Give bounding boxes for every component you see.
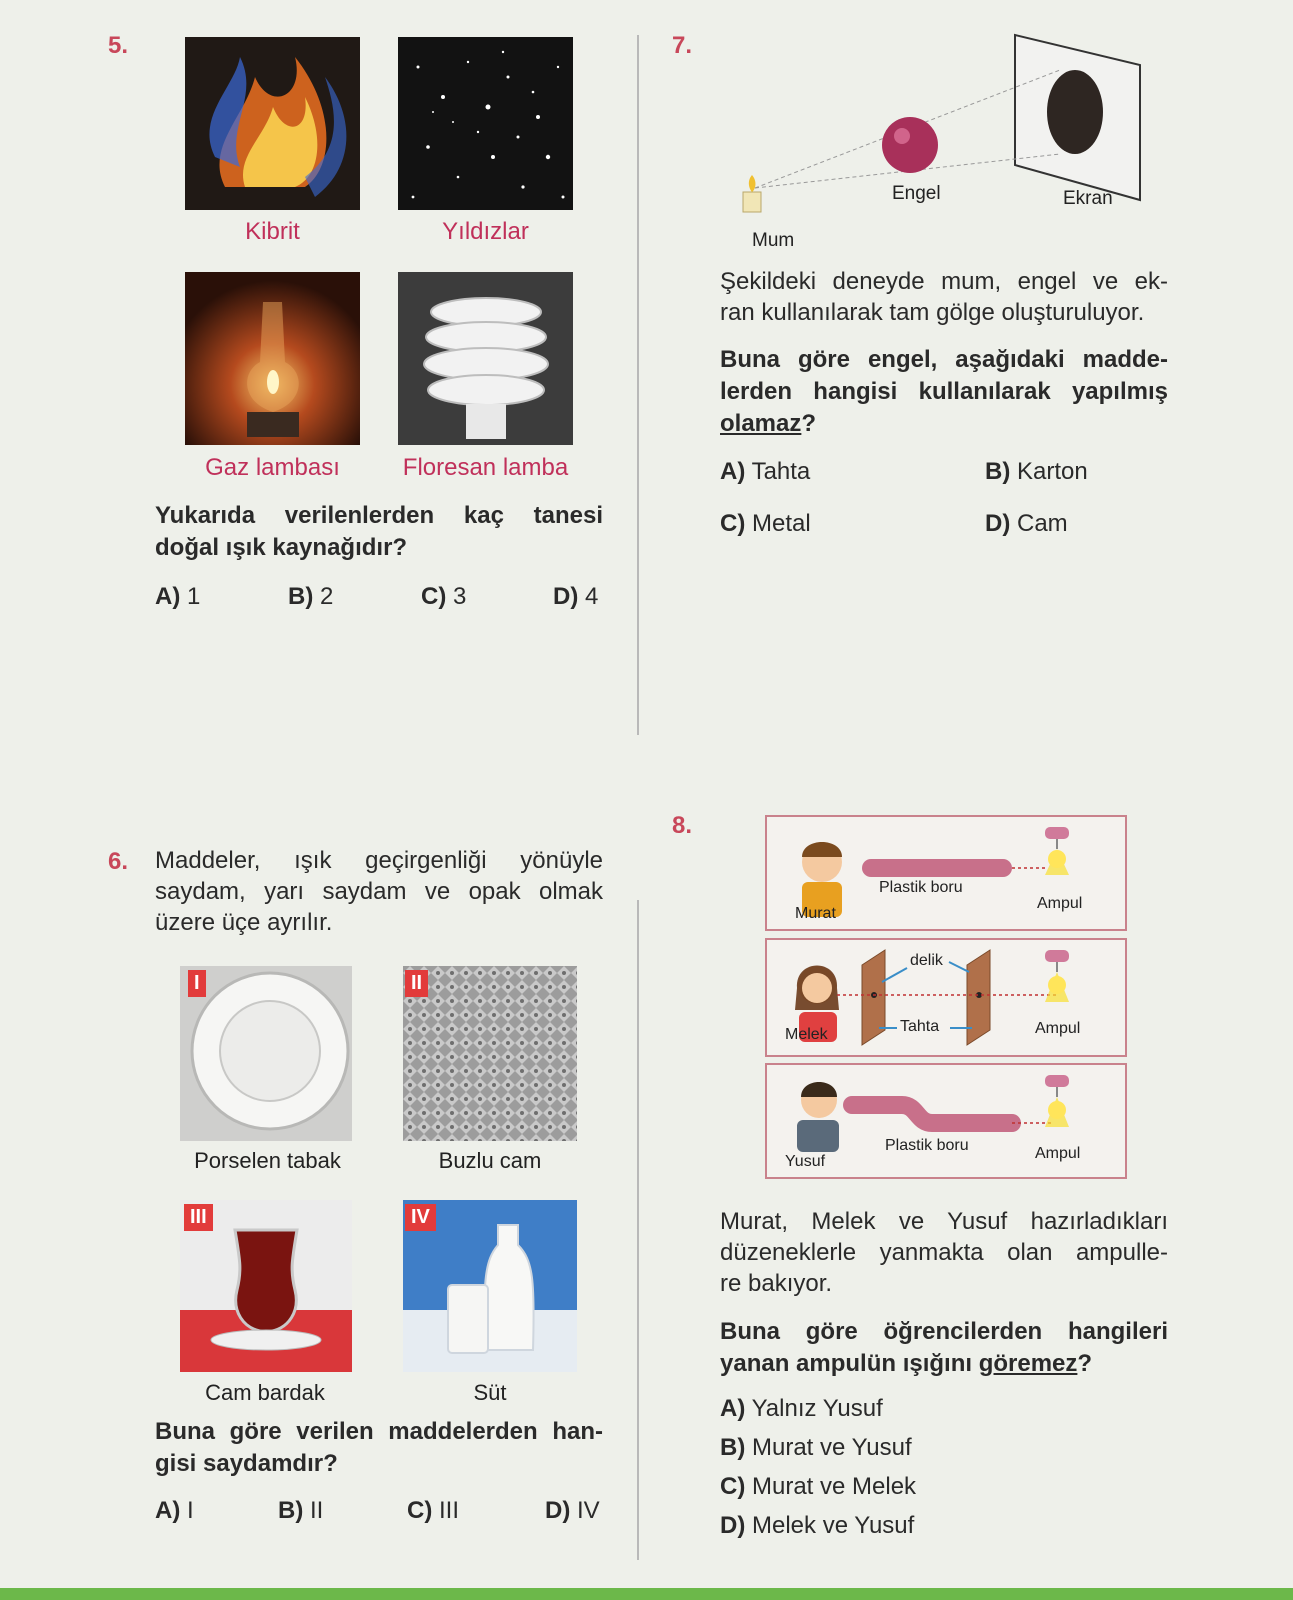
q5-option-c[interactable]: C) 3 [421,583,467,610]
yusuf-name: Yusuf [785,1153,826,1170]
q7-options-row-2 [720,510,1160,540]
q6-option-c[interactable]: C) III [407,1497,460,1524]
question-8-number: 8. [672,812,693,839]
badge-II: II [405,970,428,997]
panel-yusuf [765,1063,1127,1179]
q5-option-a[interactable]: A) 1 [155,583,201,610]
q6-stem-line-2: saydam, yarı saydam ve opak olmak [155,878,603,905]
question-5-prompt [155,500,603,564]
photo-yildizlar [398,37,573,210]
question-6-options [155,1497,605,1527]
q6-question-line-2: gisi saydamdır? [155,1450,338,1477]
q7-stem-line-2: ran kullanılarak tam gölge oluşturuluyor. [720,299,1145,326]
q6-option-a[interactable]: A) I [155,1497,194,1524]
photo-buzlu-cam [403,966,577,1141]
label-cam-bardak: Cam bardak [205,1380,325,1405]
question-8-stem [720,1206,1168,1299]
q7-question-line-2: lerden hangisi kullanılarak yapılmış [720,378,1168,405]
q7-option-b[interactable]: B) Karton [985,458,1088,485]
question-7-prompt [720,344,1168,440]
question-7-stem [720,266,1168,328]
q7-options-row-1 [720,458,1160,488]
q7-option-c[interactable]: C) Metal [720,510,811,537]
label-floresan-lamba: Floresan lamba [402,454,569,481]
label-yildizlar: Yıldızlar [442,218,529,245]
badge-III: III [184,1204,213,1231]
q6-stem-line-1: Maddeler, ışık geçirgenliği yönüyle [155,847,603,874]
label-gaz-lambasi: Gaz lambası [205,454,340,481]
q8-option-c[interactable]: C) Murat ve Melek [720,1473,917,1500]
q6-option-d[interactable]: D) IV [545,1497,600,1524]
q5-option-d[interactable]: D) 4 [553,583,599,610]
label-buzlu-cam: Buzlu cam [438,1148,542,1173]
photo-kibrit [185,37,360,210]
question-5-line-1: Yukarıda verilenlerden kaç tanesi [155,502,603,529]
column-divider-top [637,35,639,735]
badge-I: I [188,970,206,997]
q6-question-line-1: Buna göre verilen maddelerden han- [155,1418,603,1445]
q8-question-line-1: Buna göre öğrencilerden hangileri [720,1318,1168,1345]
photo-gaz-lambasi [185,272,360,445]
label-engel: Engel [892,183,941,204]
panel-melek [765,938,1127,1057]
question-6-number: 6. [108,848,129,875]
yusuf-lamp-label: Ampul [1035,1145,1081,1162]
label-ekran: Ekran [1063,188,1113,209]
melek-name: Melek [785,1026,828,1043]
q8-stem-line-3: re bakıyor. [720,1270,833,1297]
question-7-number: 7. [672,32,693,59]
q8-option-a[interactable]: A) Yalnız Yusuf [720,1395,883,1422]
question-5-number: 5. [108,32,129,59]
question-6-prompt [155,1416,603,1480]
label-sut: Süt [473,1380,507,1405]
question-8-prompt [720,1316,1168,1380]
question-5-line-2: doğal ışık kaynağıdır? [155,534,408,561]
q8-option-b[interactable]: B) Murat ve Yusuf [720,1434,912,1461]
bottom-green-strip [0,1588,1293,1600]
q8-stem-line-2: düzeneklerle yanmakta olan ampulle- [720,1239,1168,1266]
photo-floresan-lamba [398,272,573,445]
q7-stem-line-1: Şekildeki deneyde mum, engel ve ek- [720,268,1168,295]
q7-option-a[interactable]: A) Tahta [720,458,811,485]
question-5-options [155,583,605,613]
question-6-stem [155,845,603,938]
melek-lamp-label: Ampul [1035,1020,1081,1037]
q7-question-line-1: Buna göre engel, aşağıdaki madde- [720,346,1168,373]
q8-stem-line-1: Murat, Melek ve Yusuf hazırladıkları [720,1208,1168,1235]
yusuf-object-label: Plastik boru [885,1137,969,1154]
badge-IV: IV [405,1204,436,1231]
q5-option-b[interactable]: B) 2 [288,583,334,610]
label-mum: Mum [752,230,795,251]
shadow-diagram [740,30,1150,255]
q6-option-b[interactable]: B) II [278,1497,324,1524]
q7-option-d[interactable]: D) Cam [985,510,1068,537]
panel-murat [765,815,1127,931]
murat-object-label: Plastik boru [879,879,963,896]
q7-question-line-3: olamaz? [720,410,817,437]
photo-porselen-tabak [180,966,352,1141]
q8-option-d[interactable]: D) Melek ve Yusuf [720,1512,915,1539]
column-divider-bottom [637,900,639,1560]
murat-lamp-label: Ampul [1037,895,1083,912]
murat-name: Murat [795,905,836,922]
label-kibrit: Kibrit [245,218,300,245]
q8-question-line-2: yanan ampulün ışığını göremez? [720,1350,1093,1377]
label-porselen-tabak: Porselen tabak [194,1148,341,1173]
melek-hole-label: delik [910,952,943,969]
q6-stem-line-3: üzere üçe ayrılır. [155,909,333,936]
melek-object-label: Tahta [900,1018,940,1035]
